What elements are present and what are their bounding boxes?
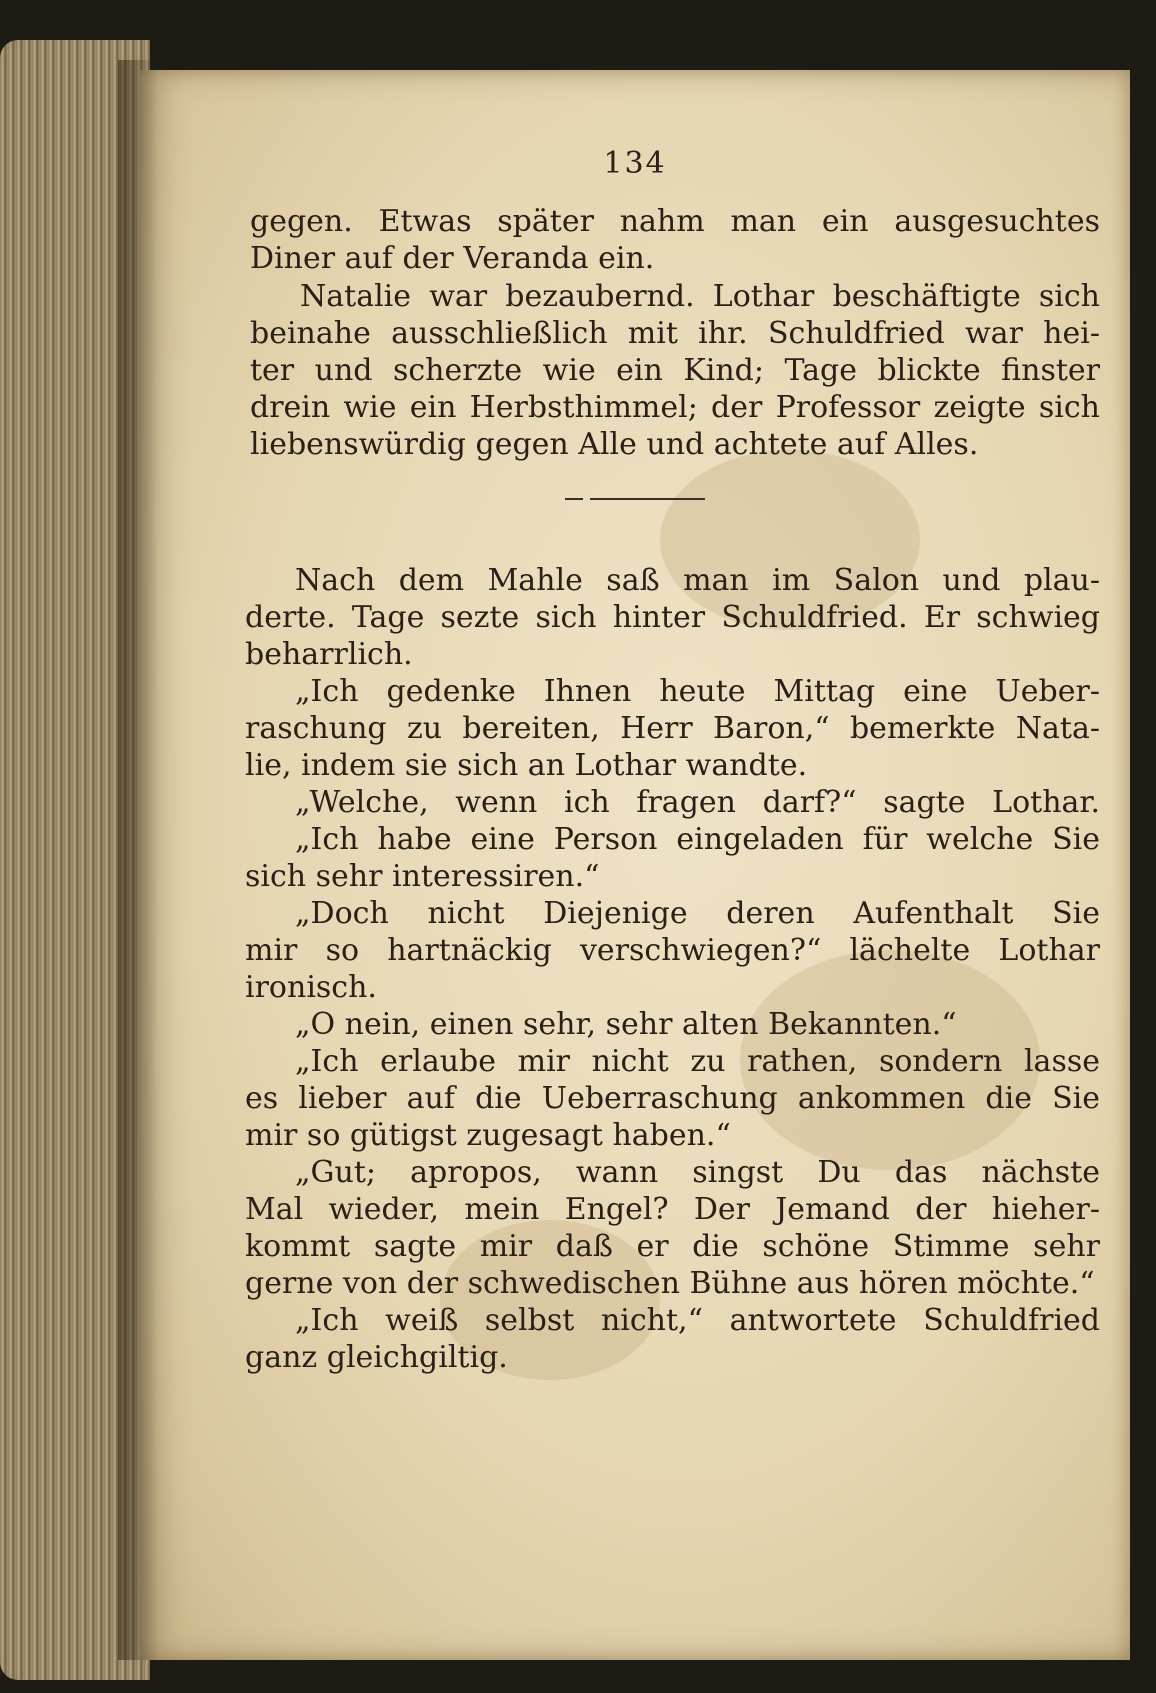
text-line: „Ich gedenke Ihnen heute Mittag eine Ueber- [295, 674, 1100, 709]
text-line: gegen. Etwas später nahm man ein ausgesuchtes [250, 204, 1100, 239]
text-line: kommt sagte mir daß er die schöne Stimme sehr [245, 1229, 1100, 1264]
paragraph-1 [250, 203, 1100, 277]
text-line: Nach dem Mahle saß man im Salon und plau- [295, 563, 1100, 598]
text-line: mir so gütigst zugesagt haben.“ [245, 1118, 731, 1153]
text-line: Mal wieder, mein Engel? Der Jemand der hieher- [245, 1192, 1100, 1227]
text-line: raschung zu bereiten, Herr Baron,“ bemerkte Nata- [245, 711, 1100, 746]
page-number: 134 [603, 146, 667, 181]
text-line: ironisch. [245, 970, 377, 1005]
text-line: beinahe ausschließlich mit ihr. Schuldfried war hei- [250, 316, 1100, 351]
text-line: „Ich weiß selbst nicht,“ antwortete Schuldfried [295, 1303, 1100, 1338]
text-line: liebenswürdig gegen Alle und achtete auf Alles. [250, 427, 979, 462]
section-2-text [245, 562, 1100, 1376]
section-divider-dash [565, 498, 583, 500]
text-line: „Gut; apropos, wann singst Du das nächste [295, 1155, 1100, 1190]
text-line: ganz gleichgiltig. [245, 1340, 508, 1375]
text-line: „Doch nicht Diejenige deren Aufenthalt Sie [295, 896, 1100, 931]
text-line: drein wie ein Herbsthimmel; der Professor zeigte sich [250, 390, 1100, 425]
text-line: es lieber auf die Ueberraschung ankommen die Sie [245, 1081, 1100, 1116]
text-line: „Welche, wenn ich fragen darf?“ sagte Lothar. [295, 785, 1100, 820]
paragraph-2 [250, 278, 1100, 463]
text-line: derte. Tage sezte sich hinter Schuldfried. Er schwieg [245, 600, 1100, 635]
book-page [140, 70, 1130, 1660]
text-line: Natalie war bezaubernd. Lothar beschäftigte sich [300, 279, 1100, 314]
text-line: Diner auf der Veranda ein. [250, 241, 655, 276]
text-line: „O nein, einen sehr, sehr alten Bekannten.“ [295, 1007, 957, 1042]
spine-shadow [118, 60, 158, 1660]
text-line: gerne von der schwedischen Bühne aus hören möchte.“ [245, 1266, 1095, 1301]
text-line: mir so hartnäckig verschwiegen?“ lächelte Lothar [245, 933, 1100, 968]
text-line: sich sehr interessiren.“ [245, 859, 600, 894]
text-line: „Ich erlaube mir nicht zu rathen, sondern lasse [295, 1044, 1100, 1079]
text-line: beharrlich. [245, 637, 413, 672]
text-line: lie, indem sie sich an Lothar wandte. [245, 748, 808, 783]
section-divider [590, 498, 705, 500]
text-line: „Ich habe eine Person eingeladen für welche Sie [295, 822, 1100, 857]
text-line: ter und scherzte wie ein Kind; Tage blickte finster [250, 353, 1100, 388]
